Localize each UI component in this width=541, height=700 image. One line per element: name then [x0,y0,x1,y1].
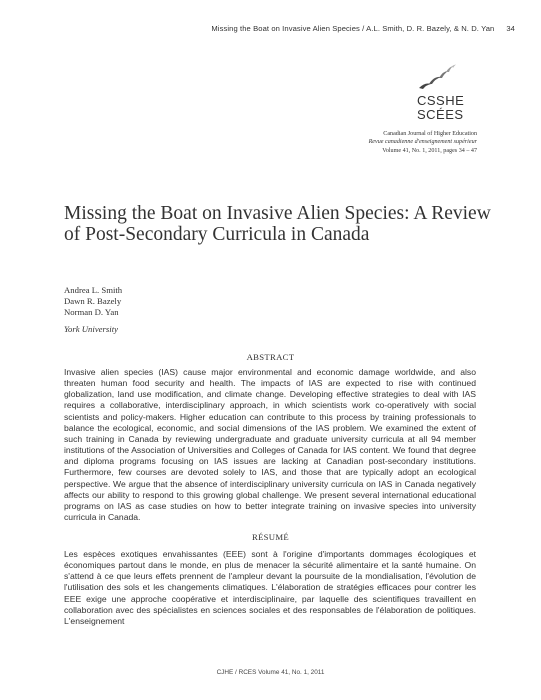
author-name: Dawn R. Bazely [64,296,122,306]
running-head-text: Missing the Boat on Invasive Alien Species / A.L. Smith, D. R. Bazely, & N. D. Yan [211,24,495,33]
journal-logo [417,64,477,134]
journal-name-en: Canadian Journal of Higher Education [383,131,477,137]
abstract-heading: ABSTRACT [246,352,295,362]
author-name: Norman D. Yan [64,307,119,317]
author-list [64,285,122,318]
article-title: Missing the Boat on Invasive Alien Species: A Review of Post-Secondary Curricula in Canada [64,203,491,245]
author-affiliation: York University [64,324,118,334]
page-footer: CJHE / RCES Volume 41, No. 1, 2011 [216,669,325,676]
logo-line-2: SCÉES [417,107,464,122]
page-number: 34 [506,24,515,33]
journal-volume: Volume 41, No. 1, 2011, pages 34 – 47 [382,147,477,154]
journal-info [369,130,477,155]
resume-heading: RÉSUMÉ [251,532,290,542]
birds-logo-icon [417,64,457,90]
running-head [60,24,515,33]
resume-text: Les espèces exotiques envahissantes (EEE) sont à l'origine d'importants dommages écologiques et économiques partout dans le monde, en plus de menacer la sécurité alimentaire et la santé humaine. On s'attend à ce que leurs effets prennent de l'ampleur devant la poursuite de la mondialisation, l'évolution de l'utilisation des sols et les changements climatiques. L'élaboration de stratégies efficaces pour contrer les EEE exige une approche coopérative et interdisciplinaire, par laquelle des scientifiques travaillent en collaboration avec des spécialistes en sciences sociales et des responsables de l'élaboration de politiques. L'enseignement [64,549,476,626]
journal-name-fr: Revue canadienne d'enseignement supérieur [368,139,477,146]
logo-line-1: CSSHE [417,93,465,108]
author-name: Andrea L. Smith [64,285,123,295]
abstract-text: Invasive alien species (IAS) cause major environmental and economic damage worldwide, and also threaten human food security and health. The impacts of IAS are expected to rise with continued globalization, land use modification, and climate change. Developing effective strategies to deal with IAS requires a collaborative, interdisciplinary approach, in which scientists work co-operatively with social scientists and policy-makers. Higher education can contribute to this process by training professionals to balance the ecological, economic, and social dimensions of the IAS problem. We examined the extent of such training in Canada by reviewing undergraduate and graduate university curricula at all 94 member institutions of the Association of Universities and Colleges of Canada for IAS content. We found that degree and diploma programs focusing on IAS issues are lacking at Canadian post-secondary institutions. Furthermore, few courses are devoted solely to IAS, and those that are typically adopt an ecological perspective. We argue that the absence of interdisciplinary university curricula on IAS in Canada negatively affects our ability to respond to this growing global challenge. We present several international educational programs on IAS as case studies on how to better integrate training on invasive species into university curricula in Canada. [64,367,476,523]
logo-text [417,94,464,122]
